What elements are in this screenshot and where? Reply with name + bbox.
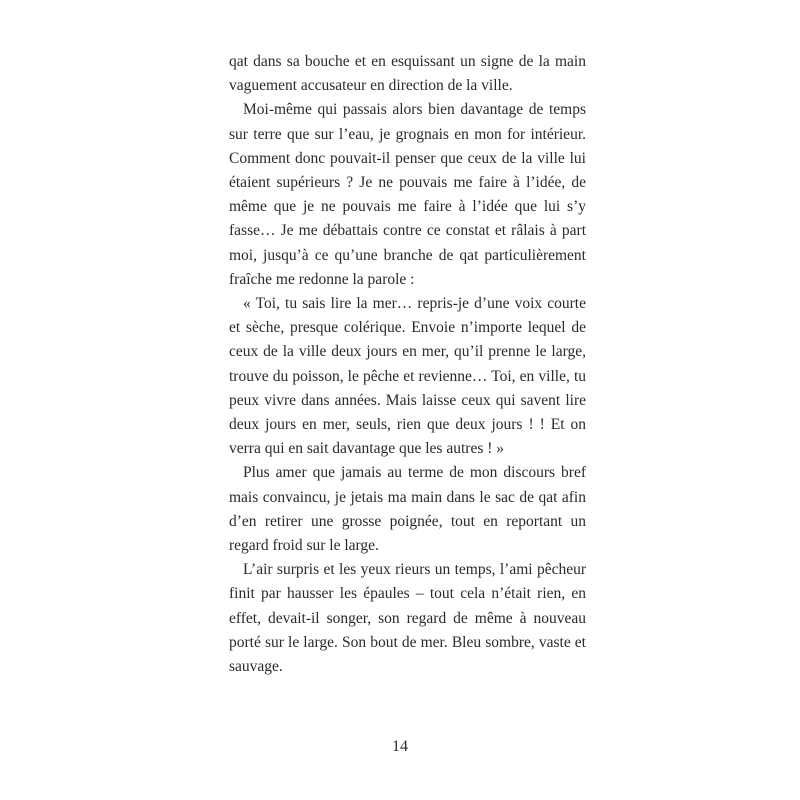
- paragraph-1: qat dans sa bouche et en esquissant un signe de la main vaguement accusateur en direction de la ville.: [229, 53, 586, 95]
- paragraph-4: Plus amer que jamais au terme de mon discours bref mais convaincu, je jetais ma main dans le sac de qat afin d’en retirer une grosse poignée, tout en reportant un regard froid sur le large.: [229, 464, 586, 555]
- paragraph-3: « Toi, tu sais lire la mer… repris-je d’une voix courte et sèche, presque colérique. Envoie n’importe lequel de ceux de la ville deux jours en mer, qu’il prenne le large, trouve du poisson, le pêche et revienne… Toi, en ville, tu peux vivre dans années. Mais laisse ceux qui savent lire deux jours en mer, seuls, rien que deux jours ! ! Et on verra qui en sait davantage que les autres ! »: [229, 295, 586, 458]
- page-number: 14: [392, 738, 408, 755]
- paragraph-2: Moi-même qui passais alors bien davantage de temps sur terre que sur l’eau, je grognais en mon for intérieur. Comment donc pouvait-il penser que ceux de la ville lui étaient supérieurs ? Je ne pouvais me faire à l’idée, de même que je ne pouvais me faire à l’idée que lui s’y fasse… Je me débattais contre ce constat et râlais à part moi, jusqu’à ce qu’une branche de qat particulièrement fraîche me redonne la parole :: [229, 101, 586, 288]
- paragraph-5: L’air surpris et les yeux rieurs un temps, l’ami pêcheur finit par hausser les épaules – tout cela n’était rien, en effet, devait-il songer, son regard de même à nouveau porté sur le large. Son bout de mer. Bleu sombre, vaste et sauvage.: [229, 561, 586, 676]
- body-text: [229, 50, 586, 679]
